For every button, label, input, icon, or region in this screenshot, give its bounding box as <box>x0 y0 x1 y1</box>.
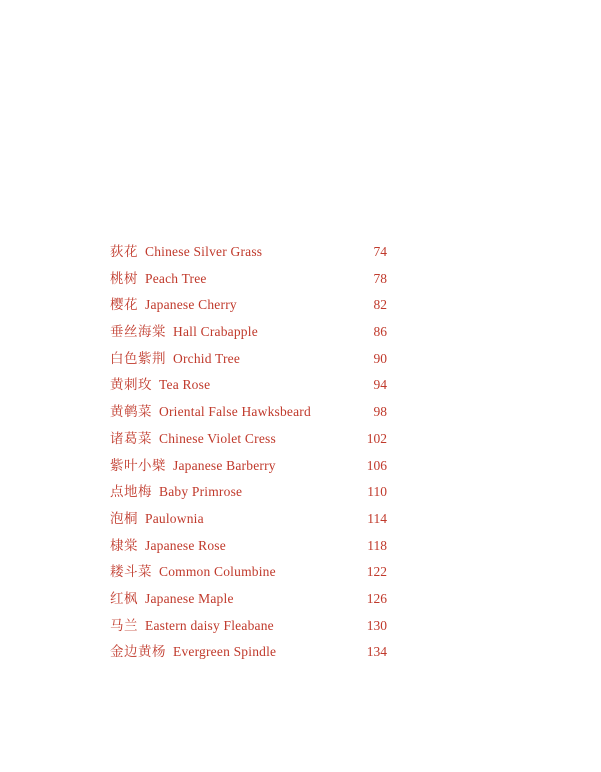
toc-entry-title <box>110 347 240 367</box>
toc-entry-page-number: 86 <box>373 324 387 340</box>
toc-entry-title-en: Chinese Silver Grass <box>145 244 263 259</box>
toc-entry-title-en: Japanese Maple <box>145 590 234 606</box>
toc-entry-title <box>110 267 207 287</box>
toc-entry-title-en: Evergreen Spindle <box>173 644 277 660</box>
toc-entry-title <box>110 480 242 500</box>
toc-entry-title-cn: 金边黄杨 <box>110 644 166 661</box>
toc-entry-page-number: 106 <box>366 457 387 473</box>
toc-entry-title <box>110 400 311 420</box>
toc-entry-title-cn: 诸葛菜 <box>110 430 152 447</box>
toc-entry-page-number: 122 <box>366 564 387 580</box>
toc-entry-page-number: 102 <box>366 430 387 446</box>
toc-entry-title-cn: 垂丝海棠 <box>110 324 166 341</box>
toc-entry[interactable] <box>110 427 387 454</box>
toc-entry-title-cn: 黄刺玫 <box>110 377 152 394</box>
toc-entry-title-en: Japanese Cherry <box>145 297 237 313</box>
toc-entry-page-number: 114 <box>367 510 387 526</box>
toc-entry-title <box>110 240 262 260</box>
toc-entry-page-number: 118 <box>367 537 387 553</box>
toc-entry-title <box>110 454 276 474</box>
toc-entry-title-cn: 樱花 <box>110 297 138 314</box>
toc-entry-title-en: Japanese Rose <box>145 537 226 553</box>
toc-entry[interactable] <box>110 320 387 347</box>
toc-entry[interactable] <box>110 267 387 294</box>
toc-entry-title-en: Tea Rose <box>159 377 211 393</box>
toc-entry-title <box>110 614 274 634</box>
toc-entry[interactable] <box>110 240 387 267</box>
toc-entry-title-cn: 泡桐 <box>110 510 138 527</box>
toc-entry[interactable] <box>110 400 387 427</box>
toc-entry-page-number: 130 <box>366 617 387 633</box>
toc-entry-page-number: 126 <box>366 590 387 606</box>
toc-entry[interactable] <box>110 587 387 614</box>
toc-entry-title-cn: 白色紫荆 <box>110 350 166 367</box>
toc-entry-title-cn: 马兰 <box>110 617 138 634</box>
toc-entry[interactable] <box>110 614 387 641</box>
toc-entry[interactable] <box>110 640 387 667</box>
toc-entry-title-en: Eastern daisy Fleabane <box>145 617 274 633</box>
toc-entry-title-cn: 黄鹌菜 <box>110 404 152 421</box>
toc-entry-title-cn: 桃树 <box>110 270 138 287</box>
toc-entry-page-number: 98 <box>373 404 387 420</box>
toc-entry-page-number: 134 <box>366 644 387 660</box>
toc-entry[interactable] <box>110 534 387 561</box>
toc-entry-title <box>110 373 210 393</box>
toc-entry-title-cn: 耧斗菜 <box>110 564 152 581</box>
toc-entry-title-cn: 荻花 <box>110 244 138 260</box>
toc-entry[interactable] <box>110 454 387 481</box>
toc-entry-title <box>110 587 234 607</box>
toc-entry-title-cn: 棣棠 <box>110 537 138 554</box>
toc-entry-title-cn: 点地梅 <box>110 484 152 501</box>
toc-entry-title <box>110 560 276 580</box>
toc-entry-title <box>110 640 276 660</box>
toc-entry[interactable] <box>110 293 387 320</box>
toc-entry-title-cn: 红枫 <box>110 590 138 607</box>
toc-entry-title <box>110 427 276 447</box>
toc-entry[interactable] <box>110 480 387 507</box>
toc-entry-title <box>110 293 237 313</box>
toc-entry-title <box>110 507 204 527</box>
toc-entry-title <box>110 534 226 554</box>
toc-entry-page-number: 94 <box>373 377 387 393</box>
toc-entry-page-number: 110 <box>367 484 387 500</box>
toc-entry[interactable] <box>110 507 387 534</box>
toc-entry-page-number: 78 <box>373 270 387 286</box>
toc-entry-title-en: Chinese Violet Cress <box>159 430 276 446</box>
toc-entry-title-cn: 紫叶小檗 <box>110 457 166 474</box>
toc-entry-page-number: 74 <box>373 244 387 259</box>
toc-entry-title <box>110 320 258 340</box>
table-of-contents <box>110 240 387 667</box>
toc-entry-title-en: Japanese Barberry <box>173 457 276 473</box>
toc-entry-title-en: Paulownia <box>145 510 204 526</box>
toc-entry-title-en: Hall Crabapple <box>173 324 258 340</box>
toc-entry[interactable] <box>110 560 387 587</box>
toc-entry-title-en: Peach Tree <box>145 270 207 286</box>
toc-entry-page-number: 90 <box>373 350 387 366</box>
toc-entry-title-en: Common Columbine <box>159 564 276 580</box>
toc-entry[interactable] <box>110 347 387 374</box>
toc-entry[interactable] <box>110 373 387 400</box>
toc-entry-title-en: Oriental False Hawksbeard <box>159 404 311 420</box>
toc-entry-title-en: Orchid Tree <box>173 350 241 366</box>
toc-entry-title-en: Baby Primrose <box>159 484 243 500</box>
toc-entry-page-number: 82 <box>373 297 387 313</box>
